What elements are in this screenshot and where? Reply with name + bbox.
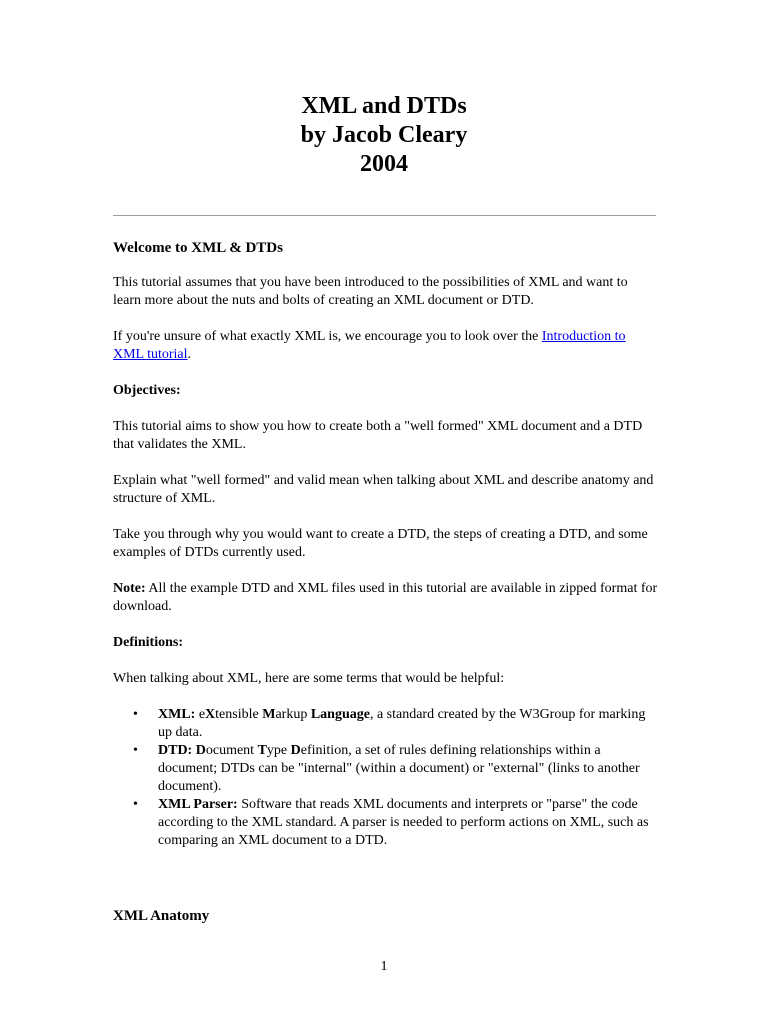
document-title (0, 92, 768, 179)
welcome-paragraph: This tutorial assumes that you have been introduced to the possibilities of XML and want to learn more about the nuts and bolts of creating an XML document or DTD. (113, 275, 628, 308)
note-paragraph (113, 580, 658, 616)
intro-text-after: . (187, 347, 192, 362)
definitions-list (113, 706, 658, 850)
welcome-heading: Welcome to XML & DTDs (113, 240, 283, 256)
definition-item-xml: • XML: eXtensible Markup Language, a standard created by the W3Group for marking up data. (133, 707, 646, 740)
title-line-1: XML and DTDs (301, 93, 467, 119)
definition-term: XML Parser: (158, 797, 238, 812)
intro-paragraph (113, 328, 658, 364)
definition-item-xml-parser: • XML Parser: Software that reads XML documents and interprets or "parse" the code according to the XML standard. A parser is needed to perform actions on XML, such as comparing an XML document to a DTD. (133, 797, 649, 848)
bullet-icon: • (133, 743, 138, 758)
title-line-3: 2004 (360, 151, 408, 177)
note-text: All the example DTD and XML files used in this tutorial are available in zipped format for download. (113, 581, 658, 614)
document-body (113, 238, 658, 850)
objectives-heading: Objectives: (113, 383, 181, 398)
objectives-paragraph-2: Explain what "well formed" and valid mean when talking about XML and describe anatomy and structure of XML. (113, 473, 654, 506)
intro-to-xml-link[interactable]: Introduction to XML tutorial (113, 329, 626, 362)
title-line-2: by Jacob Cleary (300, 122, 468, 148)
definition-term: XML: (158, 707, 196, 722)
objectives-paragraph-1: This tutorial aims to show you how to create both a "well formed" XML document and a DTD that validates the XML. (113, 419, 643, 452)
definitions-intro: When talking about XML, here are some terms that would be helpful: (113, 671, 505, 686)
definitions-heading: Definitions: (113, 635, 183, 650)
definition-term: DTD: (158, 743, 193, 758)
objectives-paragraph-3: Take you through why you would want to create a DTD, the steps of creating a DTD, and some examples of DTDs currently used. (113, 527, 648, 560)
page-number: 1 (380, 959, 388, 974)
xml-anatomy-heading: XML Anatomy (113, 908, 210, 924)
definition-item-dtd: • DTD: Document Type Definition, a set of rules defining relationships within a document; DTDs can be "internal" (within a document) or "external" (links to another document). (133, 743, 640, 794)
bullet-icon: • (133, 797, 138, 812)
note-label: Note: (113, 581, 146, 596)
horizontal-rule (113, 215, 656, 216)
intro-text-before: If you're unsure of what exactly XML is, we encourage you to look over the (113, 329, 542, 344)
bullet-icon: • (133, 707, 138, 722)
